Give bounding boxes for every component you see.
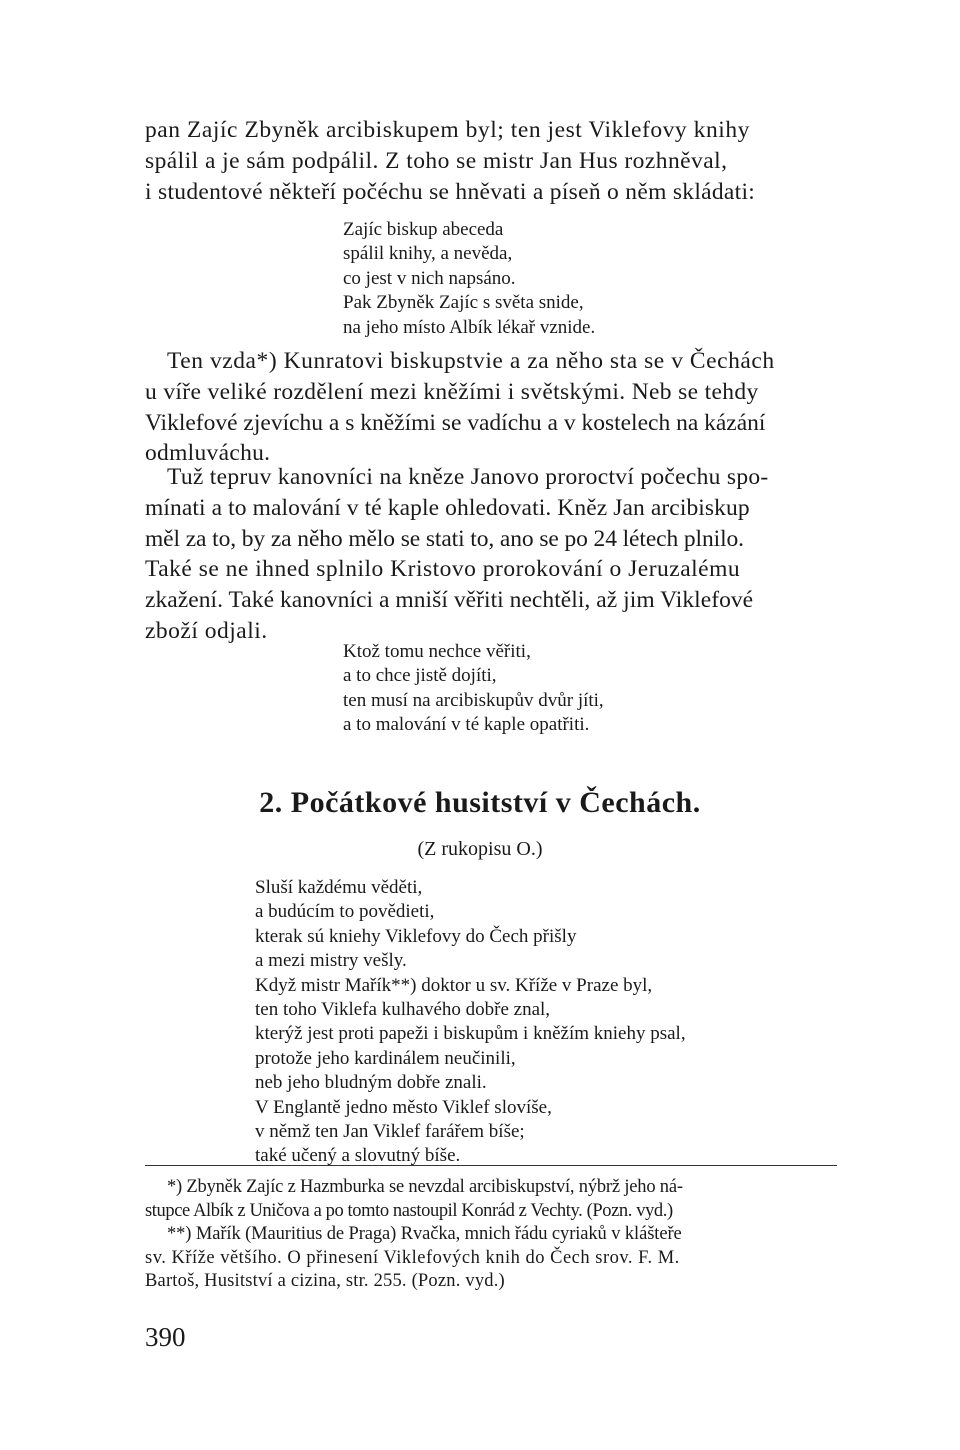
paragraph-1 (145, 115, 837, 207)
paragraph-2 (145, 346, 837, 469)
footnotes (145, 1176, 837, 1294)
verse-line: Ktož tomu nechce věřiti, (343, 641, 531, 662)
verse-line: Když mistr Mařík**) doktor u sv. Kříže v Praze byl, (255, 974, 653, 996)
verse-line: a to chce jistě dojíti, (343, 665, 497, 687)
verse-line: protože jeho kardinálem neučinili, (255, 1047, 516, 1069)
paragraph-line: odmluváchu. (145, 440, 271, 467)
paragraph-line: i studentové někteří počéchu se hněvati a píseň o něm skládati: (145, 178, 756, 205)
page-number: 390 (145, 1322, 186, 1352)
footnote-line: *) Zbyněk Zajíc z Hazmburka se nevzdal arcibiskupství, nýbrž jeho ná- (167, 1177, 683, 1197)
verse-line: Sluší každému věděti, (255, 877, 423, 898)
verse-line: co jest v nich napsáno. (343, 267, 516, 289)
verse-line: neb jeho bludným dobře znali. (255, 1072, 487, 1094)
section-subheading: (Z rukopisu O.) (417, 838, 543, 860)
verse-line: na jeho místo Albík lékař vznide. (343, 316, 596, 338)
paragraph-line: Ten vzda*) Kunratovi biskupstvie a za něho sta se v Čechách (167, 348, 775, 374)
paragraph-line: pan Zajíc Zbyněk arcibiskupem byl; ten jest Viklefovy knihy (145, 117, 750, 143)
verse-1 (343, 218, 595, 340)
paragraph-line: Také se ne ihned splnilo Kristovo prorokování o Jeruzalému (145, 556, 741, 583)
verse-line: Zajíc biskup abeceda (343, 219, 504, 240)
verse-line: Pak Zbyněk Zajíc s světa snide, (343, 292, 584, 314)
footnote-line: sv. Kříže většího. O přinesení Viklefových knih do Čech srov. F. M. (145, 1247, 680, 1268)
footnote-line: stupce Albík z Uničova a po tomto nastoupil Konrád z Vechty. (Pozn. vyd.) (145, 1200, 673, 1221)
verse-line: také učený a slovutný bíše. (255, 1145, 461, 1167)
verse-line: kterak sú kniehy Viklefovy do Čech přišly (255, 925, 577, 947)
footnote-line: **) Mařík (Mauritius de Praga) Rvačka, mnich řádu cyriaků v klášteře (167, 1224, 682, 1244)
paragraph-line: u víře veliké rozdělení mezi kněžími i světskými. Neb se tehdy (145, 378, 759, 405)
verse-line: kterýž jest proti papeži i biskupům i kněžím kniehy psal, (255, 1023, 686, 1045)
verse-line: ten musí na arcibiskupův dvůr jíti, (343, 689, 604, 711)
paragraph-line: mínati a to malování v té kaple ohledovati. Kněz Jan arcibiskup (145, 494, 750, 521)
verse-line: V Englantě jedno město Viklef slovíše, (255, 1096, 552, 1118)
paragraph-line: měl za to, by za něho mělo se stati to, ano se po 24 létech plnilo. (145, 525, 744, 552)
verse-line: v němž ten Jan Viklef farářem bíše; (255, 1121, 525, 1143)
paragraph-3 (145, 462, 837, 647)
verse-2 (343, 640, 604, 738)
paragraph-line: zboží odjali. (145, 617, 268, 644)
verse-line: spálil knihy, a nevěda, (343, 243, 513, 265)
verse-line: a budúcím to povědieti, (255, 901, 435, 923)
verse-line: a to malování v té kaple opatřiti. (343, 714, 590, 736)
footnote-divider (145, 1165, 837, 1166)
verse-3 (255, 876, 686, 1169)
paragraph-line: spálil a je sám podpálil. Z toho se mistr Jan Hus rozhněval, (145, 147, 728, 174)
verse-line: a mezi mistry vešly. (255, 950, 407, 972)
footnote-line: Bartoš, Husitství a cizina, str. 255. (Pozn. vyd.) (145, 1271, 505, 1291)
verse-line: ten toho Viklefa kulhavého dobře znal, (255, 999, 551, 1021)
paragraph-line: Viklefové zjevíchu a s kněžími se vadíchu a v kostelech na kázání (145, 409, 766, 436)
paragraph-line: Tuž tepruv kanovníci na kněze Janovo proroctví počechu spo- (167, 464, 769, 490)
section-heading: 2. Počátkové husitství v Čechách. (259, 786, 701, 819)
paragraph-line: zkažení. Také kanovníci a mniší věřiti nechtěli, až jim Viklefové (145, 587, 754, 614)
